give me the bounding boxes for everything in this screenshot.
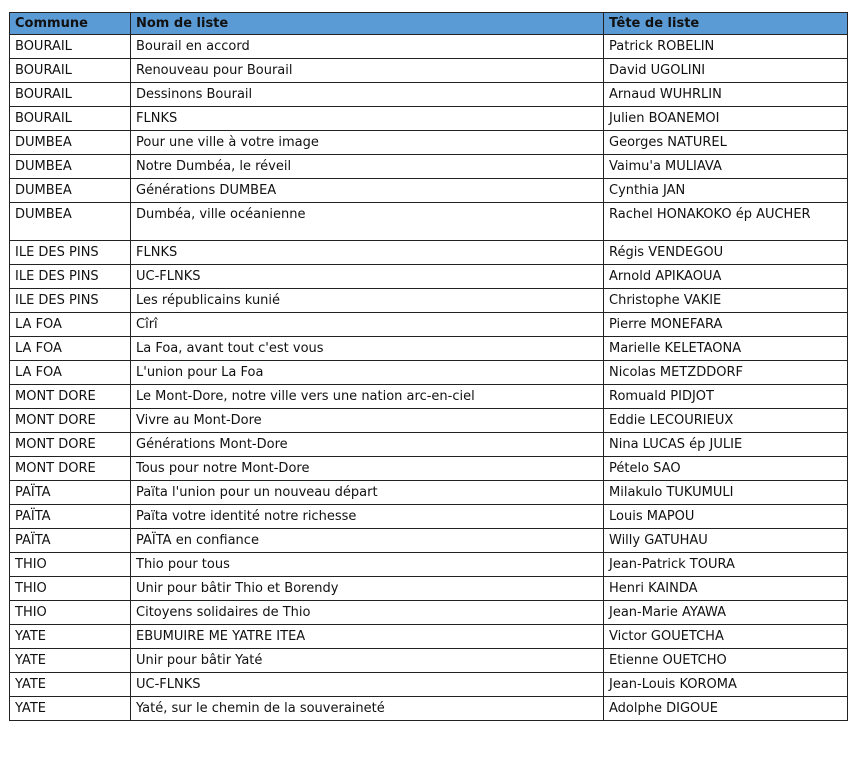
- cell-commune: MONT DORE: [10, 457, 131, 481]
- cell-tete-de-liste: Jean-Patrick TOURA: [604, 553, 848, 577]
- table-body: [10, 35, 848, 721]
- cell-nom-de-liste: FLNKS: [131, 107, 604, 131]
- cell-commune: PAÏTA: [10, 529, 131, 553]
- table-row: [10, 601, 848, 625]
- cell-nom-de-liste: L'union pour La Foa: [131, 361, 604, 385]
- table-row: [10, 457, 848, 481]
- cell-nom-de-liste: Unir pour bâtir Yaté: [131, 649, 604, 673]
- cell-nom-de-liste: UC-FLNKS: [131, 265, 604, 289]
- cell-nom-de-liste: Dumbéa, ville océanienne: [131, 203, 604, 241]
- cell-tete-de-liste: Cynthia JAN: [604, 179, 848, 203]
- cell-commune: ILE DES PINS: [10, 265, 131, 289]
- cell-tete-de-liste: David UGOLINI: [604, 59, 848, 83]
- cell-nom-de-liste: La Foa, avant tout c'est vous: [131, 337, 604, 361]
- table-row: [10, 203, 848, 241]
- table-row: [10, 265, 848, 289]
- table-row: [10, 107, 848, 131]
- table-row: [10, 409, 848, 433]
- header-commune: Commune: [10, 13, 131, 35]
- table-row: [10, 433, 848, 457]
- cell-nom-de-liste: Vivre au Mont-Dore: [131, 409, 604, 433]
- cell-nom-de-liste: Pour une ville à votre image: [131, 131, 604, 155]
- cell-commune: BOURAIL: [10, 59, 131, 83]
- cell-nom-de-liste: Yaté, sur le chemin de la souveraineté: [131, 697, 604, 721]
- cell-nom-de-liste: Notre Dumbéa, le réveil: [131, 155, 604, 179]
- table-row: [10, 649, 848, 673]
- table-row: [10, 83, 848, 107]
- table-row: [10, 361, 848, 385]
- table-row: [10, 35, 848, 59]
- cell-tete-de-liste: Arnold APIKAOUA: [604, 265, 848, 289]
- cell-commune: THIO: [10, 553, 131, 577]
- cell-commune: BOURAIL: [10, 83, 131, 107]
- cell-nom-de-liste: Thio pour tous: [131, 553, 604, 577]
- cell-commune: MONT DORE: [10, 433, 131, 457]
- cell-tete-de-liste: Adolphe DIGOUE: [604, 697, 848, 721]
- cell-commune: THIO: [10, 577, 131, 601]
- header-tete-de-liste: Tête de liste: [604, 13, 848, 35]
- cell-commune: PAÏTA: [10, 505, 131, 529]
- cell-nom-de-liste: FLNKS: [131, 241, 604, 265]
- cell-commune: PAÏTA: [10, 481, 131, 505]
- table-row: [10, 313, 848, 337]
- cell-nom-de-liste: Générations Mont-Dore: [131, 433, 604, 457]
- cell-nom-de-liste: Citoyens solidaires de Thio: [131, 601, 604, 625]
- cell-tete-de-liste: Pételo SAO: [604, 457, 848, 481]
- table-row: [10, 673, 848, 697]
- cell-commune: YATE: [10, 649, 131, 673]
- cell-nom-de-liste: Cîrî: [131, 313, 604, 337]
- table-row: [10, 179, 848, 203]
- table-row: [10, 131, 848, 155]
- cell-commune: DUMBEA: [10, 203, 131, 241]
- table-row: [10, 553, 848, 577]
- cell-tete-de-liste: Rachel HONAKOKO ép AUCHER: [604, 203, 848, 241]
- cell-commune: YATE: [10, 697, 131, 721]
- candidate-lists-table: [9, 12, 848, 721]
- cell-tete-de-liste: Christophe VAKIE: [604, 289, 848, 313]
- cell-tete-de-liste: Jean-Marie AYAWA: [604, 601, 848, 625]
- cell-tete-de-liste: Vaimu'a MULIAVA: [604, 155, 848, 179]
- cell-nom-de-liste: PAÏTA en confiance: [131, 529, 604, 553]
- table-row: [10, 625, 848, 649]
- cell-tete-de-liste: Régis VENDEGOU: [604, 241, 848, 265]
- cell-commune: DUMBEA: [10, 179, 131, 203]
- cell-tete-de-liste: Willy GATUHAU: [604, 529, 848, 553]
- cell-nom-de-liste: Dessinons Bourail: [131, 83, 604, 107]
- cell-commune: ILE DES PINS: [10, 289, 131, 313]
- cell-nom-de-liste: Unir pour bâtir Thio et Borendy: [131, 577, 604, 601]
- cell-tete-de-liste: Nicolas METZDDORF: [604, 361, 848, 385]
- cell-nom-de-liste: Bourail en accord: [131, 35, 604, 59]
- table-row: [10, 385, 848, 409]
- cell-nom-de-liste: Païta l'union pour un nouveau départ: [131, 481, 604, 505]
- cell-tete-de-liste: Arnaud WUHRLIN: [604, 83, 848, 107]
- cell-tete-de-liste: Milakulo TUKUMULI: [604, 481, 848, 505]
- cell-commune: MONT DORE: [10, 385, 131, 409]
- table-header-row: [10, 13, 848, 35]
- cell-tete-de-liste: Georges NATUREL: [604, 131, 848, 155]
- cell-nom-de-liste: Tous pour notre Mont-Dore: [131, 457, 604, 481]
- cell-tete-de-liste: Pierre MONEFARA: [604, 313, 848, 337]
- cell-nom-de-liste: EBUMUIRE ME YATRE ITEA: [131, 625, 604, 649]
- cell-nom-de-liste: Générations DUMBEA: [131, 179, 604, 203]
- table-row: [10, 481, 848, 505]
- cell-nom-de-liste: UC-FLNKS: [131, 673, 604, 697]
- cell-tete-de-liste: Henri KAINDA: [604, 577, 848, 601]
- cell-tete-de-liste: Nina LUCAS ép JULIE: [604, 433, 848, 457]
- cell-tete-de-liste: Victor GOUETCHA: [604, 625, 848, 649]
- cell-commune: BOURAIL: [10, 35, 131, 59]
- cell-commune: LA FOA: [10, 361, 131, 385]
- cell-nom-de-liste: Renouveau pour Bourail: [131, 59, 604, 83]
- table-row: [10, 577, 848, 601]
- cell-commune: YATE: [10, 673, 131, 697]
- table-row: [10, 289, 848, 313]
- cell-tete-de-liste: Marielle KELETAONA: [604, 337, 848, 361]
- cell-nom-de-liste: Le Mont-Dore, notre ville vers une nation arc-en-ciel: [131, 385, 604, 409]
- cell-tete-de-liste: Eddie LECOURIEUX: [604, 409, 848, 433]
- table-row: [10, 155, 848, 179]
- cell-tete-de-liste: Patrick ROBELIN: [604, 35, 848, 59]
- header-nom-de-liste: Nom de liste: [131, 13, 604, 35]
- cell-commune: BOURAIL: [10, 107, 131, 131]
- table-row: [10, 337, 848, 361]
- cell-tete-de-liste: Romuald PIDJOT: [604, 385, 848, 409]
- cell-nom-de-liste: Païta votre identité notre richesse: [131, 505, 604, 529]
- table-row: [10, 59, 848, 83]
- table-row: [10, 529, 848, 553]
- cell-commune: THIO: [10, 601, 131, 625]
- cell-commune: DUMBEA: [10, 131, 131, 155]
- cell-tete-de-liste: Jean-Louis KOROMA: [604, 673, 848, 697]
- cell-nom-de-liste: Les républicains kunié: [131, 289, 604, 313]
- cell-tete-de-liste: Louis MAPOU: [604, 505, 848, 529]
- cell-tete-de-liste: Julien BOANEMOI: [604, 107, 848, 131]
- cell-commune: DUMBEA: [10, 155, 131, 179]
- cell-commune: ILE DES PINS: [10, 241, 131, 265]
- cell-commune: LA FOA: [10, 337, 131, 361]
- table-row: [10, 505, 848, 529]
- cell-commune: YATE: [10, 625, 131, 649]
- cell-tete-de-liste: Etienne OUETCHO: [604, 649, 848, 673]
- cell-commune: MONT DORE: [10, 409, 131, 433]
- table-row: [10, 241, 848, 265]
- cell-commune: LA FOA: [10, 313, 131, 337]
- table-row: [10, 697, 848, 721]
